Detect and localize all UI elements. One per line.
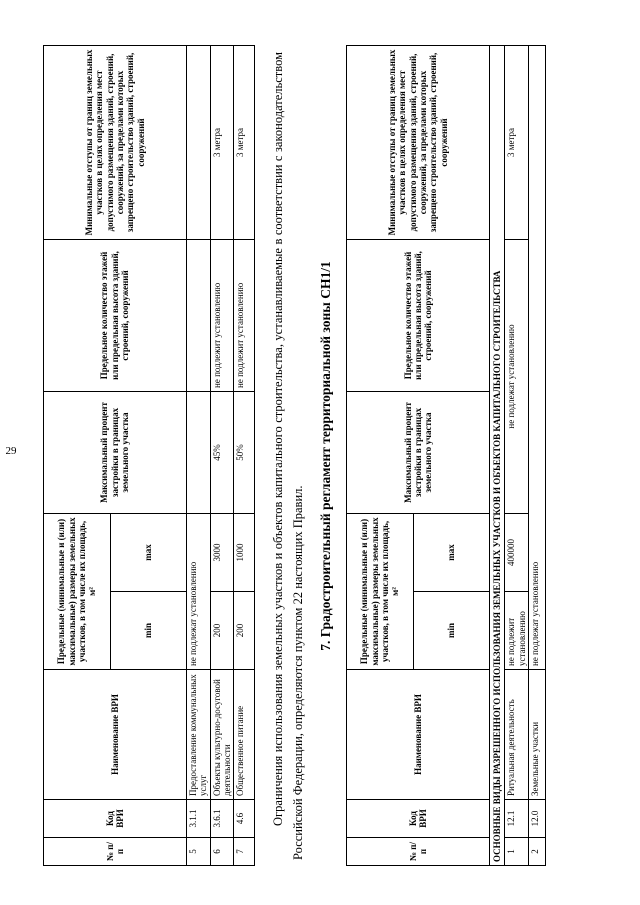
header-size-group: Предельные (минимальные и (или) максимальные) размеры земельных участков, в том числе их площадь, м² xyxy=(347,513,414,669)
header-name: Наименование ВРИ xyxy=(347,670,490,800)
header-name: Наименование ВРИ xyxy=(44,670,187,800)
table-row: 7 4.6 Общественное питание 200 1000 50% не подлежит установлению 3 метра xyxy=(234,45,255,865)
header-floors: Предельное количество этажей или предельная высота зданий, строений, сооружений xyxy=(347,239,490,391)
header-min: min xyxy=(414,592,490,670)
section-heading: 7. Градостроительный регламент территориальной зоны СН1/1 xyxy=(318,261,334,651)
header-coverage: Максимальный процент застройки в границах земельного участка xyxy=(44,391,187,513)
header-max: max xyxy=(111,513,187,591)
table-row: 5 3.1.1 Предоставление коммунальных услуг не подлежат установлению xyxy=(187,45,211,865)
header-max: max xyxy=(414,513,490,591)
table-row: 1 12.1 Ритуальная деятельность не подлежит установлению 400000 не подлежат установлению 3 метра xyxy=(505,45,529,865)
header-floors: Предельное количество этажей или предельная высота зданий, строений, сооружений xyxy=(44,239,187,391)
header-size-group: Предельные (минимальные и (или) максимальные) размеры земельных участков, в том числе их площадь, м² xyxy=(44,513,111,669)
header-code: Код ВРИ xyxy=(347,800,490,838)
header-coverage: Максимальный процент застройки в границах земельного участка xyxy=(347,391,490,513)
header-num: № п/п xyxy=(347,838,490,866)
section-row: ОСНОВНЫЕ ВИДЫ РАЗРЕШЕННОГО ИСПОЛЬЗОВАНИЯ ЗЕМЕЛЬНЫХ УЧАСТКОВ И ОБЪЕКТОВ КАПИТАЛЬНОГО СТРОИТЕЛЬСТВА xyxy=(490,45,505,865)
restrictions-paragraph: Ограничения использования земельных участков и объектов капитального строительства, устанавливаемые в соответствии с законодательством Российской Федерации, определяются пунктом 22 настоящих Правил. xyxy=(271,52,305,860)
table-row: 2 12.0 Земельные участки не подлежат установлению xyxy=(529,45,546,865)
zone-sn1-table xyxy=(346,45,546,866)
header-num: № п/п xyxy=(44,838,187,866)
zone-table-continuation xyxy=(43,45,255,866)
header-min: min xyxy=(111,592,187,670)
page-number: 29 xyxy=(5,445,17,457)
header-code: Код ВРИ xyxy=(44,800,187,838)
header-setbacks: Минимальные отступы от границ земельных участков в целях определения мест допустимого размещения зданий, строений, сооружений, за пределами которых запрещено строительство зданий, строений, сооружений xyxy=(347,45,490,239)
header-setbacks: Минимальные отступы от границ земельных участков в целях определения мест допустимого размещения зданий, строений, сооружений, за пределами которых запрещено строительство зданий, строений, сооружений xyxy=(44,45,187,239)
table-row: 6 3.6.1 Объекты культурно-досуговой деятельности 200 3000 45% не подлежит установлению 3 метра xyxy=(210,45,234,865)
rotated-page-content xyxy=(43,46,598,866)
